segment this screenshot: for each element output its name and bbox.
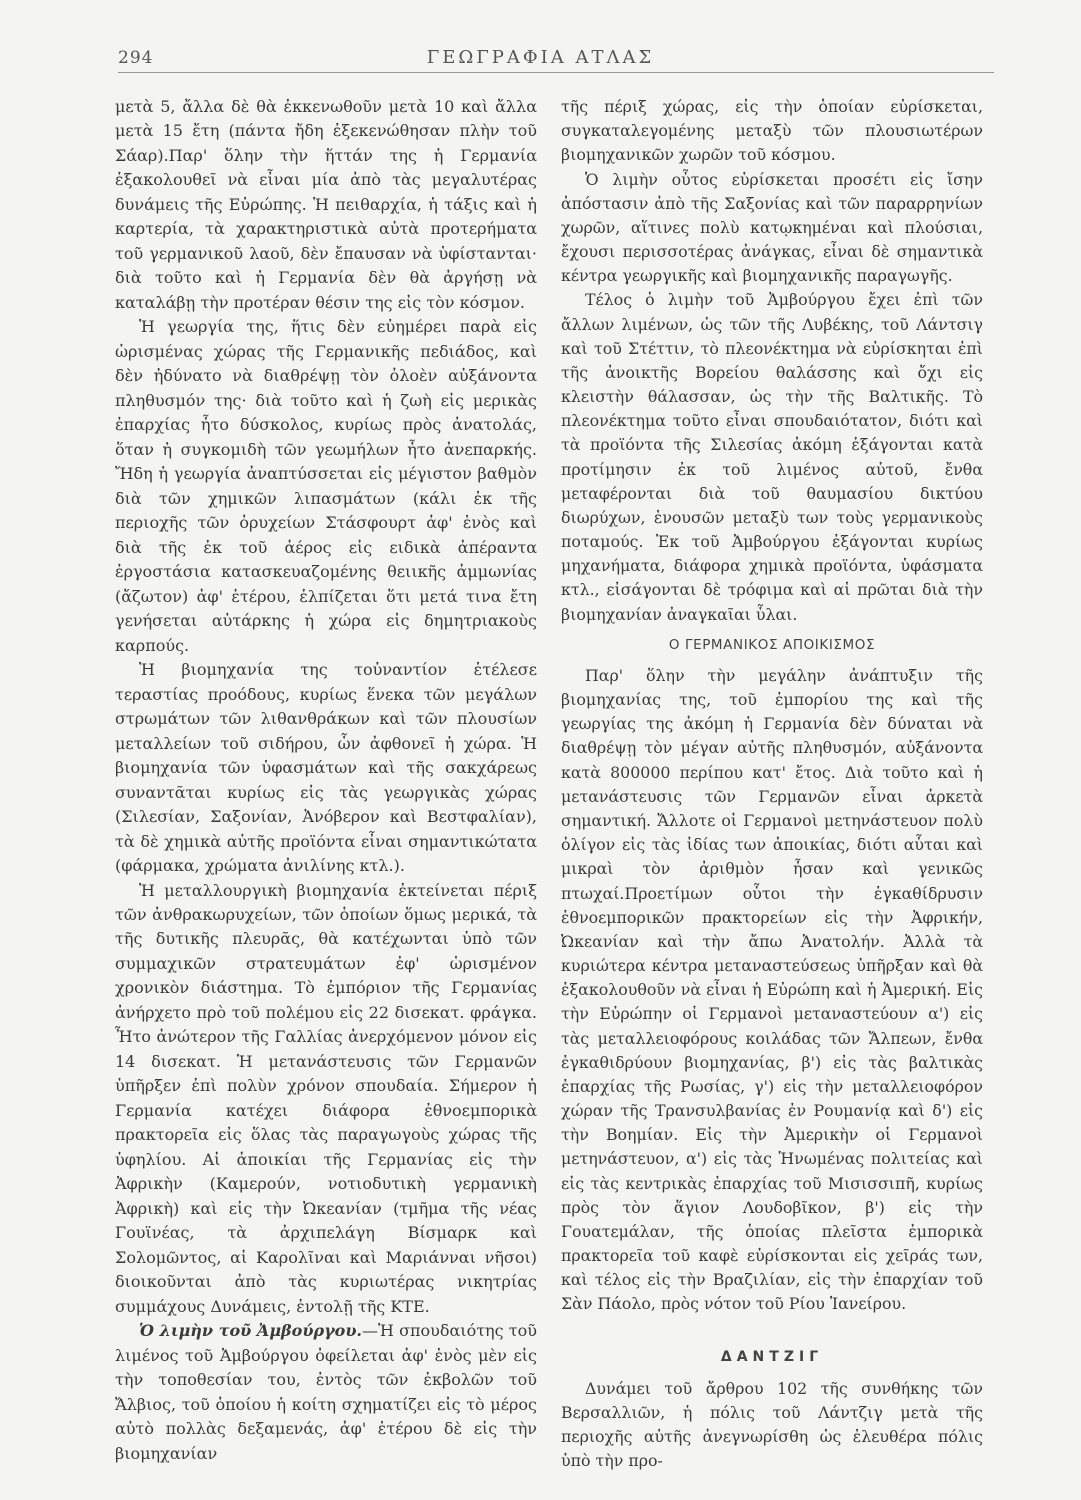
paragraph: Τέλος ὁ λιμὴν τοῦ Ἀμβούργου ἔχει ἐπὶ τῶν ἄλλων λιμένων, ὡς τῶν τῆς Λυβέκης, τοῦ Λάντσιγ καὶ τοῦ Στέττιν, τὸ πλεονέκτημα νὰ εὑρίσκηται ἐπὶ τῆς ἀνοικτῆς Βορείου θαλάσσης καὶ ὄχι εἰς κλειστὴν θάλασσαν, ὡς τὴν τῆς Βαλτικῆς. Τὸ πλεονέκτημα τοῦτο εἶναι σπουδαιότατον, διότι καὶ τὰ προϊόντα τῆς Σιλεσίας ἀκόμη ἐξάγονται κατὰ προτίμησιν ἐκ τοῦ λιμένος αὐτοῦ, ἔνθα μεταφέρονται διὰ τοῦ θαυμασίου δικτύου διωρύχων, ἑνουσῶν μεταξὺ των τοὺς γερμανικοὺς ποταμούς. Ἐκ τοῦ Ἀμβούργου ἐξάγονται κυρίως μηχανήματα, διάφορα χημικὰ προϊόντα, ὑφάσματα κτλ., εἰσάγονται δὲ τρόφιμα καὶ αἱ πρῶται διὰ τὴν βιομηχανίαν ἀναγκαῖαι ὗλαι. xyxy=(561,290,983,624)
hamburg-text: —Ἡ σπουδαιότης τοῦ λιμένος τοῦ Ἀμβούργου ὀφείλεται ἀφ' ἑνὸς μὲν εἰς τὴν τοποθεσίαν του, ἐντὸς τῶν ἐκβολῶν τοῦ Ἄλβιος, τοῦ ὁποίου ἡ κοίτη σχηματίζει εἰς τὸ μέρος αὐτὸ πολλὰς δεξαμενάς, ἀφ' ἑτέρου δὲ εἰς τὴν βιομηχανίαν xyxy=(115,1321,538,1463)
paragraph: μετὰ 5, ἄλλα δὲ θὰ ἐκκενωθοῦν μετὰ 10 καὶ ἄλλα μετὰ 15 ἔτη (πάντα ἤδη ἐξεκενώθησαν πλὴν τοῦ Σάαρ).Παρ' ὅλην τὴν ἥττάν της ἡ Γερμανία ἐξακολουθεῖ νὰ εἶναι μία ἀπὸ τὰς μεγαλυτέρας δυνάμεις τῆς Εὐρώπης. Ἡ πειθαρχία, ἡ τάξις καὶ ἡ καρτερία, τὰ χαρακτηριστικὰ αὐτὰ προτερήματα τοῦ γερμανικοῦ λαοῦ, δὲν ἔπαυσαν νὰ ὑφίστανται· διὰ τοῦτο καὶ ἡ Γερμανία δὲν θὰ ἀργήσῃ νὰ καταλάβῃ τὴν προτέραν θέσιν της εἰς τὸν κόσμον. xyxy=(115,97,537,312)
hamburg-paragraph xyxy=(115,1319,537,1466)
left-column xyxy=(115,95,537,1466)
section-heading-colonization: Ο ΓΕΡΜΑΝΙΚΟΣ ΑΠΟΙΚΙΣΜΟΣ xyxy=(668,636,876,653)
header-rule xyxy=(118,72,994,73)
paragraph: Ὁ λιμὴν οὗτος εὑρίσκεται προσέτι εἰς ἴσην ἀπόστασιν ἀπὸ τῆς Σαξονίας καὶ τῶν παραρρηνίων χωρῶν, αἵτινες πολὺ κατῳκημέναι καὶ πλούσιαι, ἔχουσι περισσοτέρας ἀνάγκας, εἶναι δὲ σημαντικὰ κέντρα γεωργικῆς καὶ βιομηχανικῆς παραγωγῆς. xyxy=(561,169,983,286)
paragraph: Ἡ μεταλλουργικὴ βιομηχανία ἐκτείνεται πέριξ τῶν ἀνθρακωρυχείων, τῶν ὁποίων ὅμως μερικά, τὰ τῆς δυτικῆς πλευρᾶς, θὰ κατέχωνται ὑπὸ τῶν συμμαχικῶν στρατευμάτων ἐφ' ὡρισμένον χρονικὸν διάστημα. Τὸ ἐμπόριον τῆς Γερμανίας ἀνήρχετο πρὸ τοῦ πολέμου εἰς 22 δισεκατ. φράγκα. Ἦτο ἀνώτερον τῆς Γαλλίας ἀνερχόμενον μόνον εἰς 14 δισεκατ. Ἡ μετανάστευσις τῶν Γερμανῶν ὑπῆρξεν ἐπὶ πολὺν χρόνον σπουδαία. Σήμερον ἡ Γερμανία κατέχει διάφορα ἐθνοεμπορικὰ πρακτορεῖα εἰς ὅλας τὰς παραγωγοὺς χώρας τῆς ὑφηλίου. Αἱ ἀποικίαι τῆς Γερμανίας εἰς τὴν Ἀφρικὴν (Καμερούν, νοτιοδυτικὴ γερμανικὴ Ἀφρικὴ) καὶ εἰς τὴν Ὠκεανίαν (τμῆμα τῆς νέας Γουϊνέας, τὰ ἀρχιπελάγη Βίσμαρκ καὶ Σολομῶντος, αἱ Καρολῖναι καὶ Μαριάνναι νῆσοι) διοικοῦνται ἀπὸ τὰς κυριωτέρας νικητρίας συμμάχους Δυνάμεις, ἐντολῇ τῆς ΚΤΕ. xyxy=(115,880,537,1316)
paragraph: Ἡ βιομηχανία της τοὐναντίον ἐτέλεσε τεραστίας προόδους, κυρίως ἕνεκα τῶν μεγάλων στρωμάτων τῶν λιθανθράκων καὶ τῶν πλουσίων μεταλλείων τοῦ σιδήρου, ὧν ἀφθονεῖ ἡ χώρα. Ἡ βιομηχανία τῶν ὑφασμάτων καὶ τῆς σακχάρεως συναντᾶται κυρίως εἰς τὰς γεωργικὰς χώρας (Σιλεσίαν, Σαξονίαν, Ἀνόβερον καὶ Βεστφαλίαν), τὰ δὲ χημικὰ αὐτῆς προϊόντα εἶναι σημαντικώτατα (φάρμακα, χρώματα ἀνιλίνης κτλ.). xyxy=(115,660,537,876)
paragraph: Παρ' ὅλην τὴν μεγάλην ἀνάπτυξιν τῆς βιομηχανίας της, τοῦ ἐμπορίου της καὶ τῆς γεωργίας της ἀκόμη ἡ Γερμανία δὲν δύναται νὰ διαθρέψῃ τὸν μέγαν αὐτῆς πληθυσμόν, αὐξάνοντα κατὰ 800000 περίπου κατ' ἔτος. Διὰ τοῦτο καὶ ἡ μετανάστευσις τῶν Γερμανῶν εἶναι ἀρκετὰ σημαντική. Ἄλλοτε οἱ Γερμανοὶ μετηνάστευον πολὺ ὀλίγον εἰς τὰς ἰδίας των ἀποικίας, διότι αὗται καὶ μικραὶ τὸν ἀριθμὸν ἦσαν καὶ γενικῶς πτωχαί.Προετίμων οὗτοι τὴν ἐγκαθίδρυσιν ἐθνοεμπορικῶν πρακτορείων εἰς τὴν Ἀφρικήν, Ὠκεανίαν καὶ τὴν ἄπω Ἀνατολήν. Ἀλλὰ τὰ κυριώτερα κέντρα μεταναστεύσεως ὑπῆρξαν καὶ θὰ ἐξακολουθοῦν νὰ εἶναι ἡ Εὐρώπη καὶ ἡ Ἀμερική. Εἰς τὴν Εὐρώπην οἱ Γερμανοὶ μεταναστεύουν α') εἰς τὰς μεταλλειοφόρους κοιλάδας τῶν Ἄλπεων, ἔνθα ἐγκαθιδρύουν βιομηχανίας, β') εἰς τὰς βαλτικὰς ἐπαρχίας τῆς Ρωσίας, γ') εἰς τὴν μεταλλειοφόρον χώραν τῆς Τρανσυλβανίας ἐν Ρουμανίᾳ καὶ δ') εἰς τὴν Βοημίαν. Εἰς τὴν Ἀμερικὴν οἱ Γερμανοὶ μετηνάστευον, α') εἰς τὰς Ἡνωμένας πολιτείας καὶ εἰς τὰς κεντρικὰς ἐπαρχίας τοῦ Μισισσιπῆ, κυρίως πρὸς τὸν ἅγιον Λουδοβῖκον, β') εἰς τὴν Γουατεμάλαν, τῆς ὁποίας πλεῖστα ἐμπορικὰ πρακτορεῖα τοῦ καφὲ εὑρίσκονται εἰς χεῖράς των, καὶ τέλος εἰς τὴν Βραζιλίαν, εἰς τὴν ἐπαρχίαν τοῦ Σὰν Πάολο, πρὸς νότον τοῦ Ρίου Ἰανείρου. xyxy=(561,665,983,1314)
right-column xyxy=(561,95,983,1473)
page-number: 294 xyxy=(118,48,154,68)
section-heading-danzig: ΔΑΝΤΖΙΓ xyxy=(720,1348,824,1365)
hamburg-runin-heading: Ὁ λιμὴν τοῦ Ἀμβούργου. xyxy=(139,1321,362,1341)
paragraph: τῆς πέριξ χώρας, εἰς τὴν ὁποίαν εὑρίσκεται, συγκαταλεγομένης μεταξὺ τῶν πλουσιωτέρων βιομηχανικῶν χωρῶν τοῦ κόσμου. xyxy=(561,97,983,165)
paragraph: Ἡ γεωργία της, ἥτις δὲν εὐημέρει παρὰ εἰς ὡρισμένας χώρας τῆς Γερμανικῆς πεδιάδος, καὶ δὲν ἠδύνατο νὰ διαθρέψῃ τὸν ὁλοὲν αὐξάνοντα πληθυσμόν της· διὰ τοῦτο καὶ ἡ ζωὴ εἰς μερικὰς ἐπαρχίας ἦτο δύσκολος, κυρίως πρὸς ἀνατολάς, ὅταν ἡ συγκομιδὴ τῶν γεωμήλων ἦτο ἀνεπαρκής. Ἤδη ἡ γεωργία ἀναπτύσσεται εἰς μέγιστον βαθμὸν διὰ τῶν χημικῶν λιπασμάτων (κάλι ἐκ τῆς περιοχῆς τῶν ὀρυχείων Στάσφουρτ ἀφ' ἑνὸς καὶ διὰ τῆς ἐκ τοῦ ἀέρος εἰς ειδικὰ ἀπέραντα ἐργοστάσια κατασκευαζομένης θειικῆς ἀμμωνίας (ἄζωτον) ἀφ' ἑτέρου, ἐλπίζεται ὅτι μετά τινα ἔτη γενήσεται αὐτάρκης ἡ χώρα εἰς δημητριακοὺς καρπούς. xyxy=(115,317,537,655)
paragraph: Δυνάμει τοῦ ἄρθρου 102 τῆς συνθήκης τῶν Βερσαλλιῶν, ἡ πόλις τοῦ Λάντζιγ μετὰ τῆς περιοχῆς αὐτῆς ἀνεγνωρίσθη ὡς ἐλευθέρα πόλις ὑπὸ τὴν προ- xyxy=(561,1378,983,1471)
running-title: ΓΕΩΓΡΑΦΙΑ ΑΤΛΑΣ xyxy=(426,47,655,68)
